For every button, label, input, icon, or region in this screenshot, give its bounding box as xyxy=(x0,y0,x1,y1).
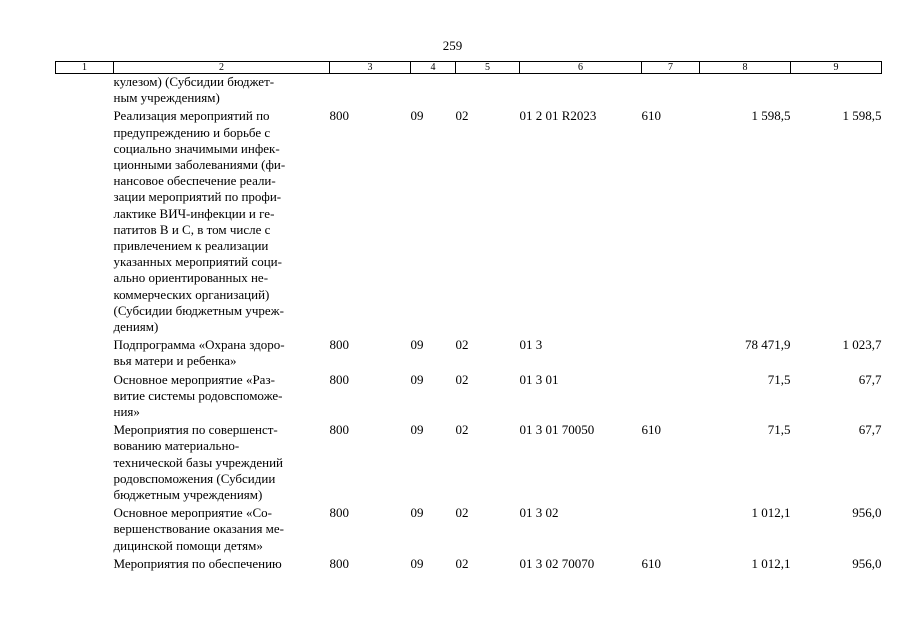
row-name: Подпрограмма «Охрана здоро- вья матери и ребенка» xyxy=(113,337,285,369)
row-value-8: 1 012,1 xyxy=(751,505,791,521)
row-code-7 xyxy=(642,74,700,107)
table-row xyxy=(56,420,882,503)
row-code-7 xyxy=(642,370,700,421)
table-row xyxy=(56,74,882,107)
row-code-4: 09 xyxy=(410,505,424,521)
row-code-3: 800 xyxy=(329,108,349,124)
row-value-9: 956,0 xyxy=(852,505,882,521)
table-header xyxy=(56,62,882,74)
row-value-8: 1 012,1 xyxy=(751,555,791,571)
row-code-5: 02 xyxy=(455,505,469,521)
row-code-5: 02 xyxy=(455,108,469,124)
header-row xyxy=(56,62,882,74)
row-value-9: 956,0 xyxy=(852,555,882,571)
row-code-3: 800 xyxy=(329,505,349,521)
row-code-3 xyxy=(330,74,411,107)
row-value-8 xyxy=(700,74,791,107)
row-col-1 xyxy=(56,370,114,421)
row-code-7 xyxy=(642,335,700,369)
row-code-5 xyxy=(456,74,520,107)
row-value-9 xyxy=(791,74,882,107)
row-code-4: 09 xyxy=(410,108,424,124)
row-code-3: 800 xyxy=(329,337,349,353)
row-code-4: 09 xyxy=(410,337,424,353)
row-code-6: 01 3 02 xyxy=(519,505,559,521)
row-name: Реализация мероприятий по предупреждению и борьбе с социально значимыми инфек- ционными заболеваниями (фи- нансовое обеспечение реали- зации мероприятий по профи- лактике ВИЧ-инфекции и ге- патитов В и С, в том числе с привлечением к реализации указанных мероприятий соци- ально ориентированных не- коммерческих организаций) (Субсидии бюджетным учреж- дениям) xyxy=(113,108,286,335)
row-code-4: 09 xyxy=(410,371,424,387)
row-code-7: 610 xyxy=(641,108,661,124)
row-code-6 xyxy=(520,74,642,107)
header-col-4: 4 xyxy=(411,62,456,74)
row-col-1 xyxy=(56,106,114,335)
row-value-9: 1 598,5 xyxy=(842,108,882,124)
header-col-2: 2 xyxy=(114,62,330,74)
row-code-5: 02 xyxy=(455,555,469,571)
page-number: 259 xyxy=(442,38,463,53)
header-col-3: 3 xyxy=(330,62,411,74)
row-col-1 xyxy=(56,74,114,107)
header-col-7: 7 xyxy=(642,62,700,74)
row-code-6: 01 3 xyxy=(519,337,543,353)
row-code-3: 800 xyxy=(329,422,349,438)
table-row xyxy=(56,106,882,335)
table-body xyxy=(56,74,882,573)
row-col-1 xyxy=(56,335,114,369)
table-row xyxy=(56,335,882,369)
row-code-6: 01 3 02 70070 xyxy=(519,555,595,571)
row-code-3: 800 xyxy=(329,555,349,571)
row-name: Мероприятия по обеспечению xyxy=(113,555,282,571)
row-value-8: 71,5 xyxy=(767,422,791,438)
row-value-8: 71,5 xyxy=(767,371,791,387)
row-value-8: 78 471,9 xyxy=(745,337,791,353)
row-code-7: 610 xyxy=(641,555,661,571)
row-name: Основное мероприятие «Раз- витие системы родовспоможе- ния» xyxy=(113,371,283,420)
row-col-1 xyxy=(56,554,114,572)
row-code-4: 09 xyxy=(410,555,424,571)
row-code-7 xyxy=(642,503,700,554)
header-col-8: 8 xyxy=(700,62,791,74)
row-name: Мероприятия по совершенст- вованию материально- технической базы учреждений родовспоможения (Субсидии бюджетным учреждениям) xyxy=(113,422,284,503)
row-code-7: 610 xyxy=(641,422,661,438)
row-code-6: 01 3 01 70050 xyxy=(519,422,595,438)
row-name: Основное мероприятие «Со- вершенствование оказания ме- дицинской помощи детям» xyxy=(113,505,285,553)
row-code-4 xyxy=(411,74,456,107)
row-code-5: 02 xyxy=(455,337,469,353)
row-value-9: 67,7 xyxy=(858,422,882,438)
row-col-1 xyxy=(56,420,114,503)
header-col-9: 9 xyxy=(791,62,882,74)
header-col-1: 1 xyxy=(56,62,114,74)
row-code-5: 02 xyxy=(455,371,469,387)
table-row xyxy=(56,503,882,554)
row-code-3: 800 xyxy=(329,371,349,387)
row-code-6: 01 2 01 R2023 xyxy=(519,108,597,124)
row-name: кулезом) (Субсидии бюджет- ным учреждениям) xyxy=(113,74,275,106)
row-value-8: 1 598,5 xyxy=(751,108,791,124)
table-row xyxy=(56,370,882,421)
row-value-9: 67,7 xyxy=(858,371,882,387)
table-row xyxy=(56,554,882,572)
row-value-9: 1 023,7 xyxy=(842,337,882,353)
row-code-4: 09 xyxy=(410,422,424,438)
row-col-1 xyxy=(56,503,114,554)
budget-table xyxy=(55,61,882,572)
header-col-5: 5 xyxy=(456,62,520,74)
row-code-5: 02 xyxy=(455,422,469,438)
row-code-6: 01 3 01 xyxy=(519,371,559,387)
header-col-6: 6 xyxy=(520,62,642,74)
